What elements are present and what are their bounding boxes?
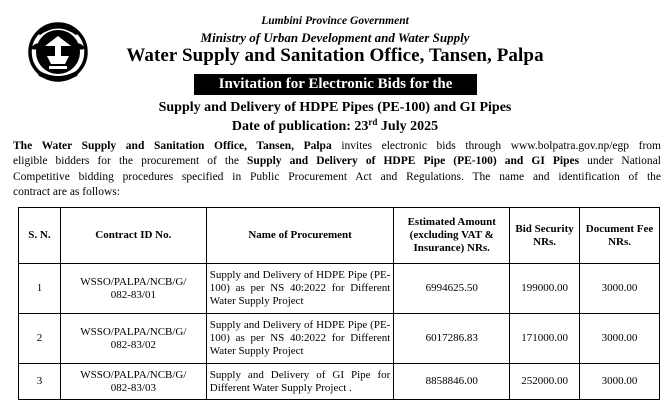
publication-date bbox=[0, 119, 670, 135]
cell-estimated-amount: 6994625.50 bbox=[394, 264, 510, 314]
header-document-fee: Document Fee NRs. bbox=[580, 208, 660, 264]
paragraph-line: Competitive bidding procedures specified in Public Procurement Act and Regulations. The name and identification of the bbox=[13, 170, 661, 183]
cell-contract-id bbox=[60, 264, 206, 314]
contract-id-part: 082-83/01 bbox=[110, 288, 156, 301]
procurement-name-bold: Supply and Delivery of HDPE Pipe (PE-100) and GI Pipes bbox=[247, 155, 580, 168]
government-name: Lumbini Province Government bbox=[261, 15, 409, 27]
cell-procurement: Supply and Delivery of HDPE Pipe (PE-100) as per NS 40:2022 for Different Water Supply Project bbox=[206, 264, 394, 314]
cell-contract-id bbox=[60, 364, 206, 400]
contract-id-part: WSSO/PALPA/NCB/G/ bbox=[80, 275, 187, 288]
date-ordinal-suffix: rd bbox=[368, 117, 378, 127]
paragraph-line: contract are as follows: bbox=[13, 186, 120, 199]
office-name-bold: The Water Supply and Sanitation Office, Tansen, Palpa bbox=[13, 140, 332, 152]
header-bid-security: Bid Security NRs. bbox=[510, 208, 580, 264]
paragraph-line bbox=[13, 139, 661, 154]
cell-bid-security: 252000.00 bbox=[510, 364, 580, 400]
cell-sn: 3 bbox=[19, 364, 61, 400]
cell-estimated-amount: 8858846.00 bbox=[394, 364, 510, 400]
contract-id-part: 082-83/03 bbox=[110, 381, 156, 394]
contract-id-part: 082-83/02 bbox=[110, 338, 156, 351]
cell-sn: 1 bbox=[19, 264, 61, 314]
table-row bbox=[19, 264, 660, 314]
cell-bid-security: 199000.00 bbox=[510, 264, 580, 314]
header-estimated-amount: Estimated Amount (excluding VAT & Insurance) NRs. bbox=[394, 208, 510, 264]
paragraph-text: eligible bidders for the procurement of the bbox=[13, 155, 248, 168]
cell-procurement: Supply and Delivery of GI Pipe for Different Water Supply Project . bbox=[206, 364, 394, 400]
paragraph-text: invites electronic bids through www.bolpatra.gov.np/egp from bbox=[331, 140, 661, 152]
office-name: Water Supply and Sanitation Office, Tansen, Palpa bbox=[126, 45, 544, 66]
table-row bbox=[19, 364, 660, 400]
paragraph-text: under National bbox=[579, 155, 661, 168]
header-procurement: Name of Procurement bbox=[206, 208, 394, 264]
cell-document-fee: 3000.00 bbox=[580, 314, 660, 364]
cell-procurement: Supply and Delivery of HDPE Pipe (PE-100) as per NS 40:2022 for Different Water Supply Project bbox=[206, 314, 394, 364]
cell-contract-id bbox=[60, 314, 206, 364]
ministry-name: Ministry of Urban Development and Water Supply bbox=[200, 30, 470, 45]
table-row bbox=[19, 314, 660, 364]
cell-document-fee: 3000.00 bbox=[580, 364, 660, 400]
bid-subject: Supply and Delivery of HDPE Pipes (PE-100) and GI Pipes bbox=[158, 100, 512, 115]
paragraph-line bbox=[13, 154, 661, 169]
publication-date-rest: July 2025 bbox=[377, 119, 439, 134]
publication-date-label: Date of publication: 23 bbox=[231, 119, 369, 134]
contract-id-part: WSSO/PALPA/NCB/G/ bbox=[80, 325, 187, 338]
table-header-row bbox=[19, 208, 660, 264]
invitation-paragraph bbox=[13, 139, 661, 201]
header-contract-id: Contract ID No. bbox=[60, 208, 206, 264]
cell-document-fee: 3000.00 bbox=[580, 264, 660, 314]
contract-id-part: WSSO/PALPA/NCB/G/ bbox=[80, 368, 187, 381]
cell-bid-security: 171000.00 bbox=[510, 314, 580, 364]
invitation-banner: Invitation for Electronic Bids for the bbox=[194, 74, 477, 95]
header-sn: S. N. bbox=[19, 208, 61, 264]
cell-sn: 2 bbox=[19, 314, 61, 364]
contracts-table bbox=[18, 207, 660, 400]
cell-estimated-amount: 6017286.83 bbox=[394, 314, 510, 364]
